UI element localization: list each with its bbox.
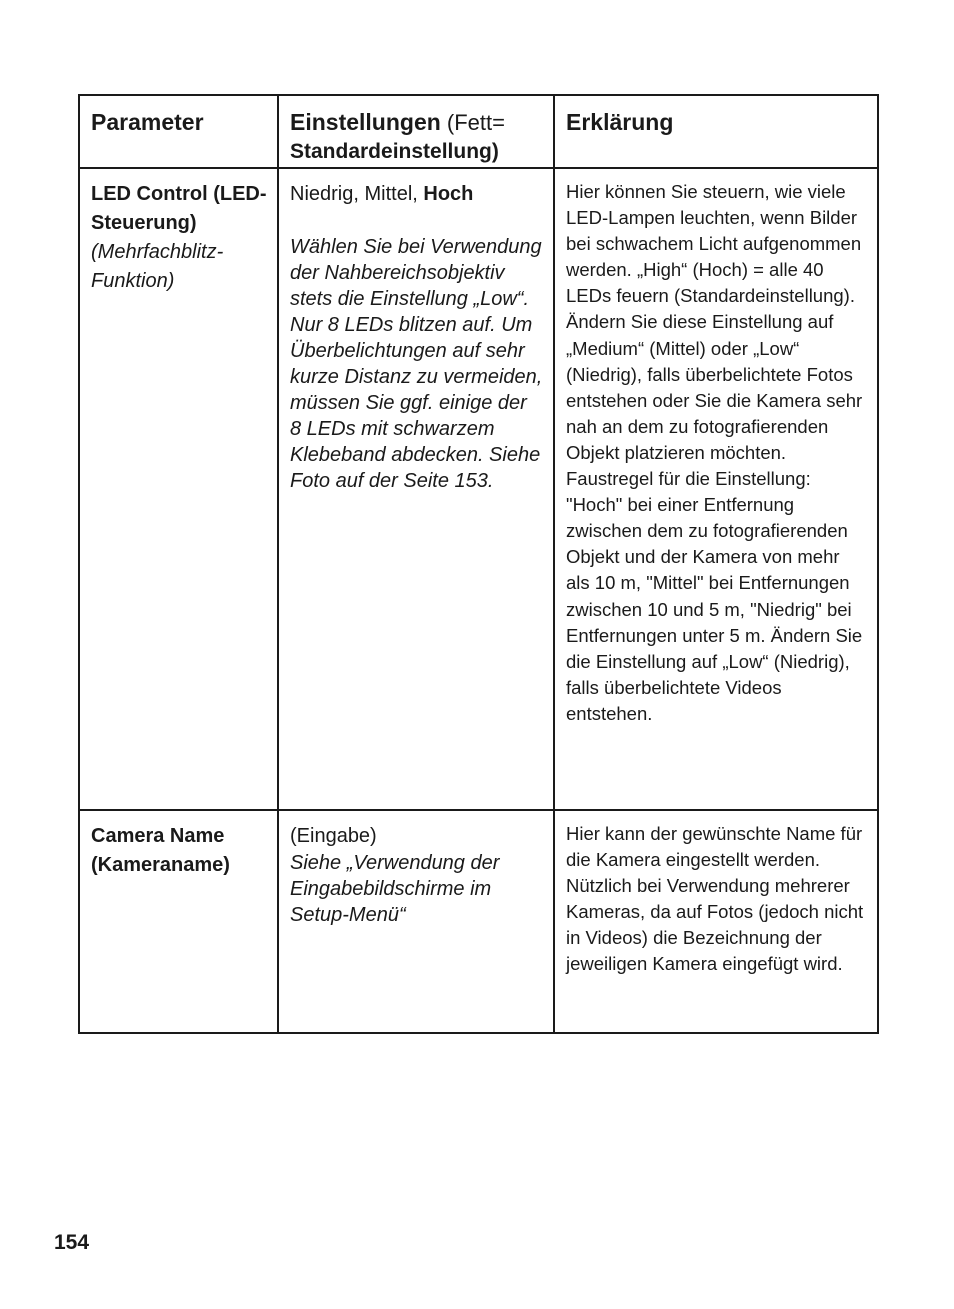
row-settings-note: Wählen Sie bei Verwendung der Nahbereichsobjektiv stets die Einstellung „Low“. Nur 8 LEDs blitzen auf. Um Überbelichtungen auf sehr kurze Distanz zu vermeiden, müssen Sie ggf. einige der 8 LEDs mit schwarzem Klebeband abdecken. Siehe Foto auf der Seite 153. <box>290 236 543 492</box>
row-settings-options <box>290 181 543 208</box>
row-settings-default: Hoch <box>423 183 474 205</box>
header-cell-settings <box>279 96 555 167</box>
row-explanation-cell <box>555 811 877 1032</box>
row-settings-note: Siehe „Verwendung der Eingabebildschirme im Setup-Menü“ <box>290 852 500 926</box>
header-settings-bold: Einstellungen <box>290 109 441 135</box>
header-cell-parameter <box>80 96 279 167</box>
settings-table <box>78 94 879 1034</box>
header-parameter: Parameter <box>91 109 204 135</box>
header-cell-explanation <box>555 96 877 167</box>
row-parameter-subtitle: (Mehrfachblitz-Funktion) <box>91 241 224 292</box>
row-settings-cell <box>279 811 555 1032</box>
table-row <box>80 811 877 1032</box>
row-settings-options: (Eingabe) <box>290 825 377 847</box>
header-explanation: Erklärung <box>566 109 674 135</box>
row-explanation-cell <box>555 169 877 809</box>
row-settings-plain: Niedrig, Mittel, <box>290 183 424 205</box>
header-settings-note-line2: Standardeinstellung) <box>290 140 499 163</box>
row-parameter-cell <box>80 169 279 809</box>
table-row <box>80 169 877 811</box>
row-parameter-name: Camera Name (Kameraname) <box>91 825 230 876</box>
row-explanation: Hier kann der gewünschte Name für die Kamera eingestellt werden. Nützlich bei Verwendung mehrerer Kameras, da auf Fotos (jedoch nicht in Videos) die Bezeichnung der jeweiligen Kamera eingefügt wird. <box>566 823 864 975</box>
table-header-row <box>80 96 877 169</box>
row-settings-cell <box>279 169 555 809</box>
header-settings-note: (Fett= <box>440 110 505 135</box>
header-settings <box>290 108 543 137</box>
row-parameter-cell <box>80 811 279 1032</box>
row-parameter-name: LED Control (LED-Steuerung) <box>91 183 267 234</box>
row-explanation: Hier können Sie steuern, wie viele LED-Lampen leuchten, wenn Bilder bei schwachem Licht aufgenommen werden. „High“ (Hoch) = alle 40 LEDs feuern (Standardeinstellung). Ändern Sie diese Einstellung auf „Medium“ (Mittel) oder „Low“ (Niedrig), falls überbelichtete Fotos entstehen oder Sie die Kamera sehr nah an dem zu fotografierenden Objekt platzieren möchten. Faustregel für die Einstellung: "Hoch" bei einer Entfernung zwischen dem zu fotografierenden Objekt und der Kamera von mehr als 10 m, "Mittel" bei Entfernungen zwischen 10 und 5 m, "Niedrig" bei Entfernungen unter 5 m. Ändern Sie die Einstellung auf „Low“ (Niedrig), falls überbelichtete Videos entstehen. <box>566 181 863 724</box>
page-number: 154 <box>54 1231 90 1254</box>
